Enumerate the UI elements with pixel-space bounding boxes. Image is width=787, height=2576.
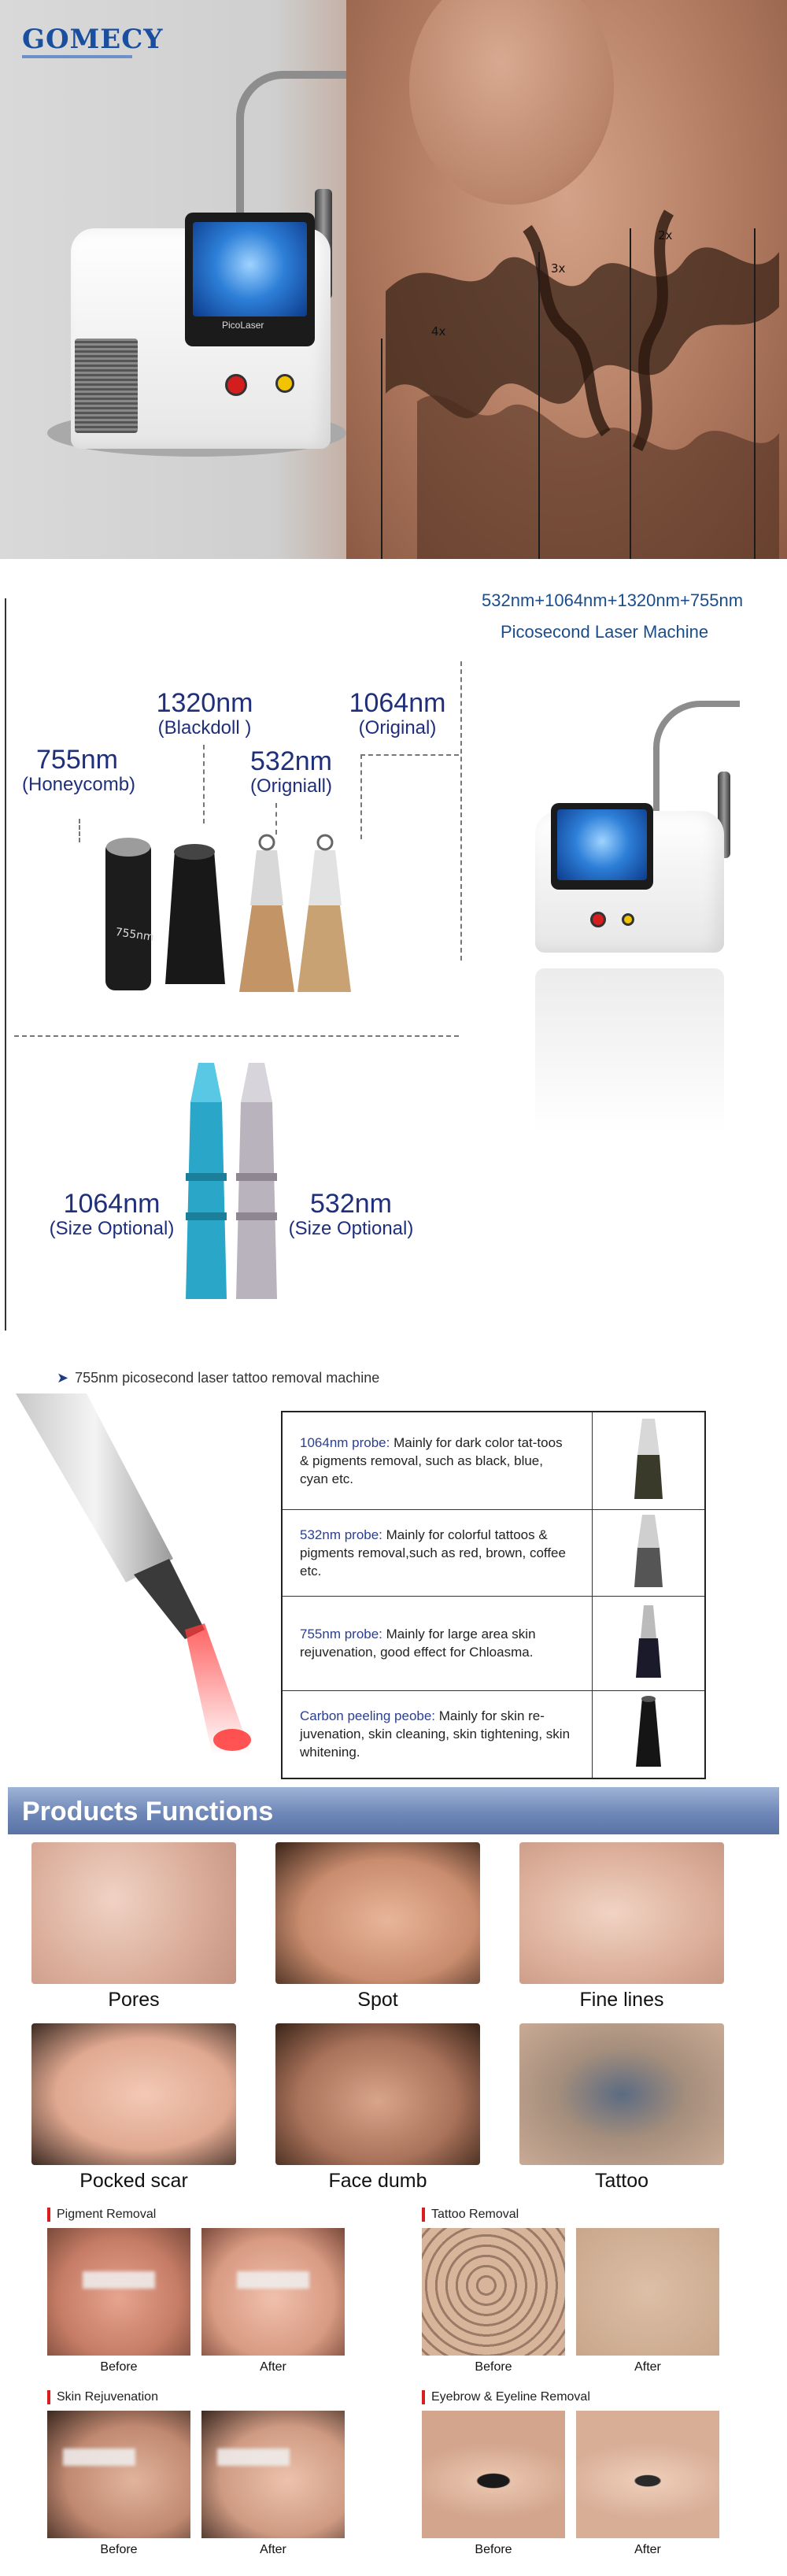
table-row	[282, 1596, 705, 1690]
group-title: Skin Rejuvenation	[47, 2390, 158, 2404]
function-item	[519, 1842, 724, 2011]
function-item	[31, 2023, 236, 2192]
group-title: Eyebrow & Eyeline Removal	[422, 2390, 590, 2404]
handpiece-blue-icon	[186, 1063, 227, 1299]
dashed-leader	[360, 754, 459, 756]
machine-title: Picosecond Laser Machine	[501, 622, 709, 642]
dashed-leader	[203, 745, 205, 824]
before-label: Before	[475, 2543, 512, 2556]
svg-text:755nm: 755nm	[114, 926, 155, 944]
group-title: Pigment Removal	[47, 2208, 156, 2222]
face-dumb-image	[275, 2023, 480, 2165]
functions-header-bar	[8, 1787, 779, 1834]
probe-755-icon	[633, 1602, 664, 1681]
function-caption: Pores	[108, 1989, 160, 2011]
table-row	[282, 1412, 705, 1509]
probe-755-label: 755nm (Honeycomb)	[22, 745, 136, 795]
after-photo	[201, 2411, 345, 2538]
brand-logo: GOMECY	[22, 24, 164, 55]
pocked-scar-image	[31, 2023, 236, 2165]
after-label: After	[634, 2360, 661, 2374]
laser-machine-image	[47, 71, 378, 480]
tribal-tattoo-graphic	[370, 197, 787, 559]
functions-section	[0, 1787, 787, 2192]
wavelength-title: 532nm+1064nm+1320nm+755nm	[482, 590, 744, 610]
key-switch-icon	[622, 913, 634, 926]
probe-755-icon	[105, 838, 155, 990]
dashed-leader	[79, 819, 80, 842]
before-photo	[422, 2411, 565, 2538]
before-after-section	[0, 2197, 787, 2576]
probe-description: Carbon peeling peobe: Mainly for skin re-juvenation, skin cleaning, skin tightening, skin whitening.	[282, 1690, 593, 1778]
function-item	[31, 1842, 236, 2011]
pass-label: 4x	[431, 324, 446, 339]
pass-divider-line	[754, 228, 756, 559]
after-photo	[576, 2228, 719, 2356]
before-photo	[47, 2411, 190, 2538]
function-item	[275, 2023, 480, 2192]
function-item	[275, 1842, 480, 2011]
table-row	[282, 1509, 705, 1596]
after-label: After	[260, 2543, 286, 2556]
after-photo	[201, 2228, 345, 2356]
pass-divider-line	[381, 339, 382, 559]
probe-1064-label: 1064nm (Original)	[349, 688, 446, 738]
arrow-icon: ➤	[57, 1370, 69, 1386]
function-caption: Fine lines	[579, 1989, 664, 2011]
probe-532-icon	[633, 1512, 664, 1590]
probe-section	[0, 1362, 787, 1779]
function-caption: Pocked scar	[79, 2170, 188, 2192]
functions-heading: Products Functions	[22, 1797, 274, 1827]
before-label: Before	[100, 2543, 138, 2556]
pass-label: 3x	[551, 261, 566, 276]
key-switch-icon	[275, 374, 294, 393]
function-caption: Tattoo	[594, 2170, 649, 2192]
pass-divider-line	[630, 228, 631, 559]
machine-reflection	[535, 968, 724, 1134]
before-label: Before	[475, 2360, 512, 2374]
pigment-removal-group	[47, 2208, 362, 2381]
before-label: Before	[100, 2360, 138, 2374]
function-caption: Spot	[357, 1989, 398, 2011]
handpiece-silver-icon	[236, 1063, 277, 1299]
laser-handpiece-image	[16, 1393, 252, 1756]
screen-brand-text: PicoLaser	[222, 320, 264, 331]
hero-banner	[0, 0, 787, 559]
handpiece-532-label: 532nm (Size Optional)	[288, 1189, 414, 1239]
emergency-stop-icon	[225, 374, 247, 396]
pores-image	[31, 1842, 236, 1984]
table-row	[282, 1690, 705, 1778]
pass-divider-line	[538, 252, 540, 559]
probe-section-heading: ➤ 755nm picosecond laser tattoo removal machine	[57, 1370, 380, 1386]
dashed-divider	[14, 1035, 459, 1037]
fine-lines-image	[519, 1842, 724, 1984]
handpieces-image	[175, 1055, 293, 1315]
probe-description: 1064nm probe: Mainly for dark color tat-toos & pigments removal, such as black, blue, cyan etc.	[282, 1412, 593, 1509]
tattoo-image	[519, 2023, 724, 2165]
before-photo	[422, 2228, 565, 2356]
probe-532-label: 532nm (Origniall)	[249, 746, 332, 797]
probe-description: 755nm probe: Mainly for large area skin rejuvenation, good effect for Chloasma.	[282, 1596, 593, 1690]
laser-machine-side-image	[504, 701, 763, 960]
function-caption: Face dumb	[328, 2170, 427, 2192]
spot-image	[275, 1842, 480, 1984]
probe-table	[281, 1411, 706, 1779]
probe-1064-icon	[633, 1416, 664, 1502]
probe-carbon-icon	[633, 1693, 664, 1771]
function-item	[519, 2023, 724, 2192]
probe-1320-label: 1320nm (Blackdoll )	[156, 688, 253, 738]
dashed-divider	[460, 661, 462, 960]
eyebrow-eyeline-removal-group	[422, 2390, 737, 2563]
pass-label: 2x	[658, 228, 673, 242]
after-photo	[576, 2411, 719, 2538]
skin-rejuvenation-group	[47, 2390, 362, 2563]
group-title: Tattoo Removal	[422, 2208, 519, 2222]
before-photo	[47, 2228, 190, 2356]
tattoo-removal-group	[422, 2208, 737, 2381]
after-label: After	[260, 2360, 286, 2374]
section-border	[5, 598, 6, 1331]
after-label: After	[634, 2543, 661, 2556]
probe-1320-icon	[165, 844, 225, 984]
emergency-stop-icon	[590, 912, 606, 927]
probe-532-icon	[239, 835, 294, 992]
handpiece-1064-label: 1064nm (Size Optional)	[49, 1189, 175, 1239]
wavelength-section	[0, 583, 787, 1338]
probe-description: 532nm probe: Mainly for colorful tattoos & pigments removal,such as red, brown, coffee etc.	[282, 1509, 593, 1596]
logo-underline	[22, 55, 132, 58]
probe-1064-icon	[297, 835, 351, 992]
probe-tips-image	[94, 819, 362, 1008]
